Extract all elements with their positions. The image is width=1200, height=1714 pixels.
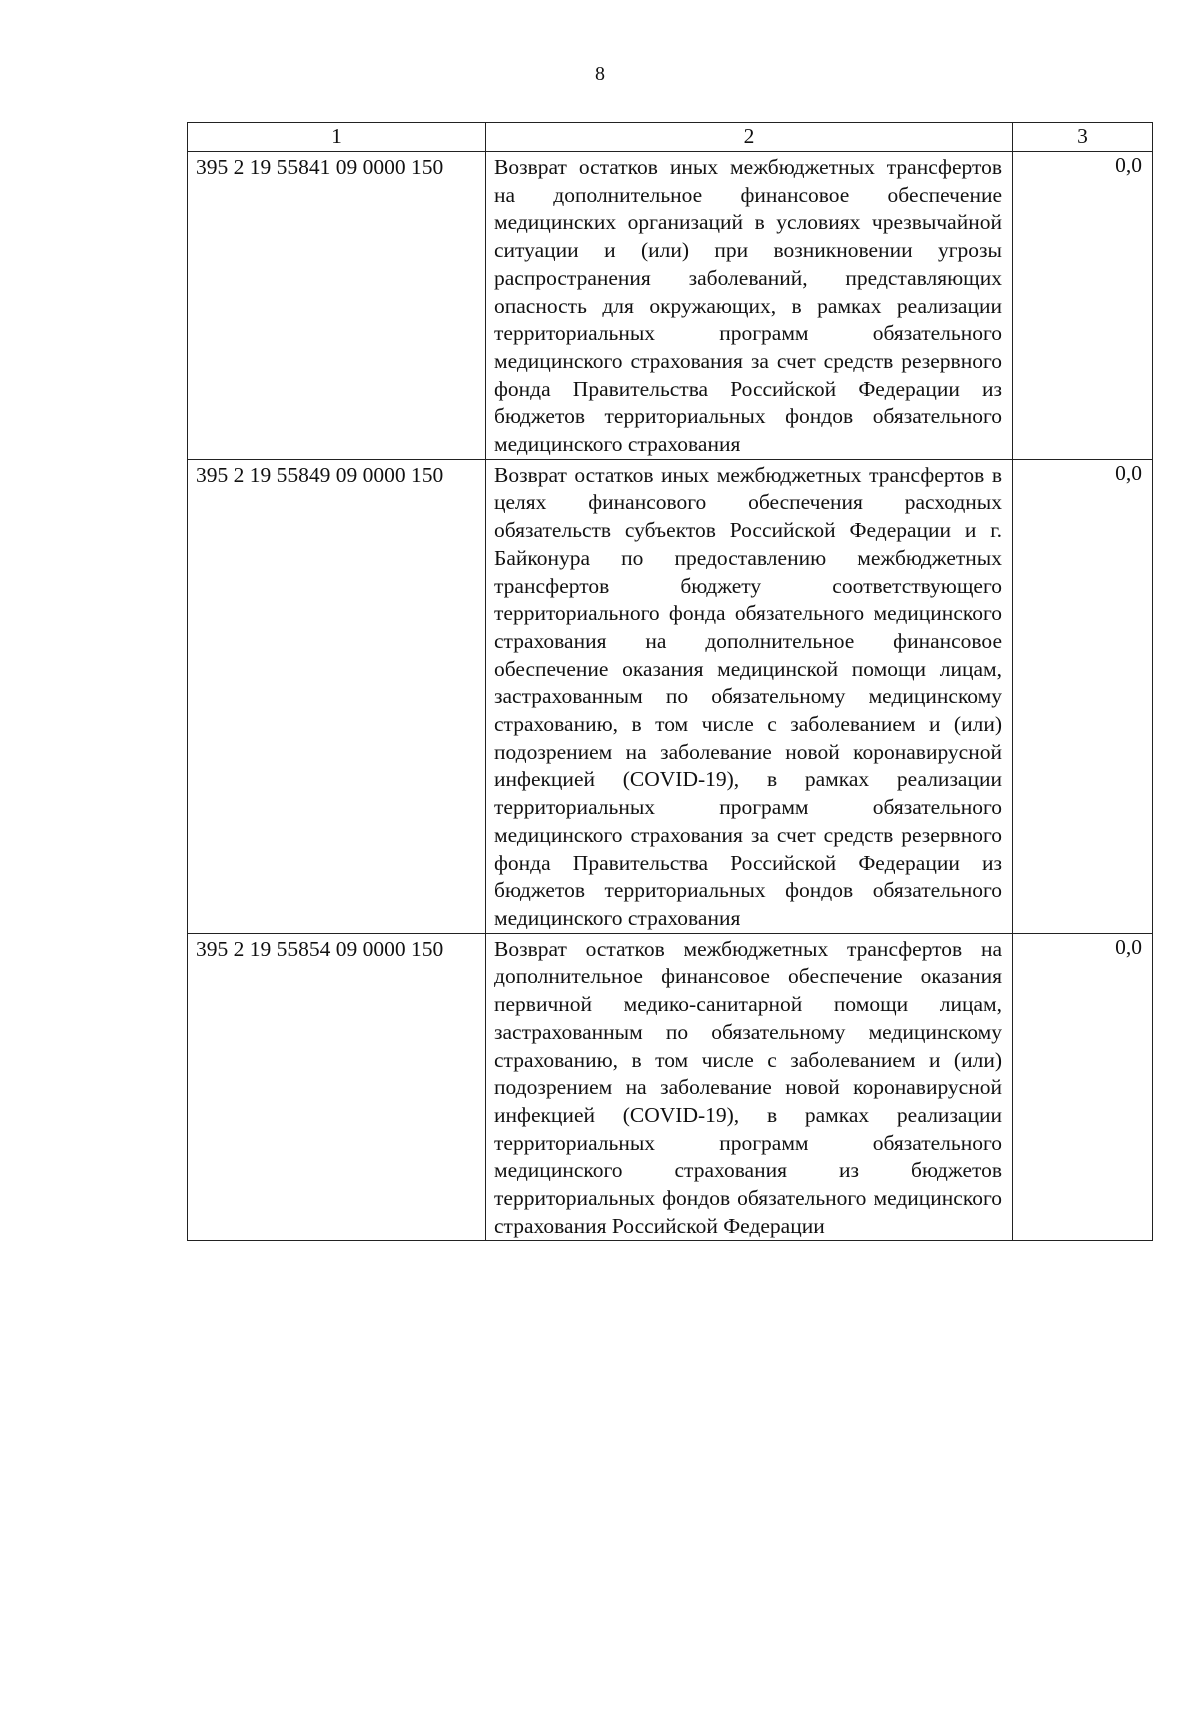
row-description: Возврат остатков иных межбюджетных трансфертов на дополнительное финансовое обеспечение медицинских организаций в условиях чрезвычайной ситуации и (или) при возникновении угрозы распространения заболеваний, представляющих опасность для окружающих, в рамках реализации территориальных программ обязательного медицинского страхования за счет средств резервного фонда Правительства Российской Федерации из бюджетов территориальных фондов обязательного медицинского страхования bbox=[486, 152, 1013, 460]
row-description: Возврат остатков межбюджетных трансфертов на дополнительное финансовое обеспечение оказания первичной медико-санитарной помощи лицам, застрахованным по обязательному медицинскому страхованию, в том числе с заболеванием и (или) подозрением на заболевание новой коронавирусной инфекцией (COVID-19), в рамках реализации территориальных программ обязательного медицинского страхования из бюджетов территориальных фондов обязательного медицинского страхования Российской Федерации bbox=[486, 933, 1013, 1241]
budget-table bbox=[187, 122, 1153, 1241]
page-number: 8 bbox=[595, 63, 605, 85]
row-code: 395 2 19 55849 09 0000 150 bbox=[188, 459, 486, 933]
table-row bbox=[188, 933, 1153, 1241]
column-header-description: 2 bbox=[486, 123, 1013, 152]
column-header-amount: 3 bbox=[1013, 123, 1153, 152]
row-code: 395 2 19 55841 09 0000 150 bbox=[188, 152, 486, 460]
row-amount: 0,0 bbox=[1013, 152, 1153, 460]
row-code: 395 2 19 55854 09 0000 150 bbox=[188, 933, 486, 1241]
table-row bbox=[188, 459, 1153, 933]
row-amount: 0,0 bbox=[1013, 933, 1153, 1241]
column-header-code: 1 bbox=[188, 123, 486, 152]
row-description: Возврат остатков иных межбюджетных трансфертов в целях финансового обеспечения расходных обязательств субъектов Российской Федерации и г. Байконура по предоставлению межбюджетных трансфертов бюджету соответствующего территориального фонда обязательного медицинского страхования на дополнительное финансовое обеспечение оказания медицинской помощи лицам, застрахованным по обязательному медицинскому страхованию, в том числе с заболеванием и (или) подозрением на заболевание новой коронавирусной инфекцией (COVID-19), в рамках реализации территориальных программ обязательного медицинского страхования за счет средств резервного фонда Правительства Российской Федерации из бюджетов территориальных фондов обязательного медицинского страхования bbox=[486, 459, 1013, 933]
table-row bbox=[188, 152, 1153, 460]
table-header-row bbox=[188, 123, 1153, 152]
row-amount: 0,0 bbox=[1013, 459, 1153, 933]
